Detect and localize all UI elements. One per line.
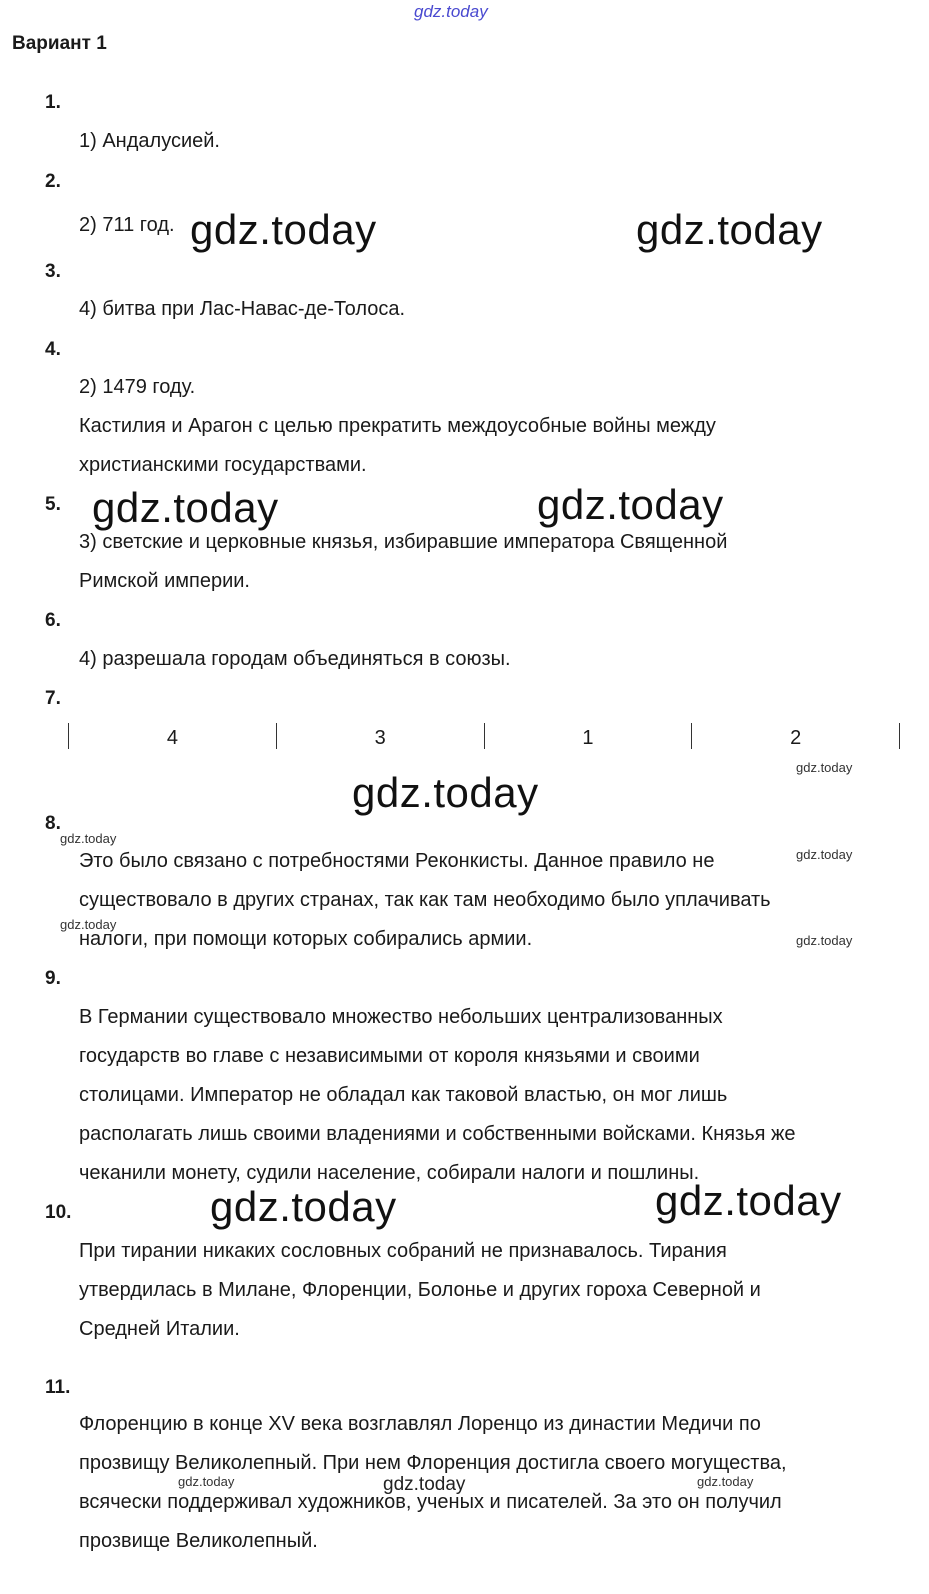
item-number-3: 3. xyxy=(45,261,61,282)
answer-line: 2) 1479 году. xyxy=(79,376,196,398)
watermark: gdz.today xyxy=(190,206,377,253)
item-number-9: 9. xyxy=(45,968,61,989)
watermark-small: gdz.today xyxy=(60,831,117,846)
answer-line: утвердилась в Милане, Флоренции, Болонье и других гороха Северной и xyxy=(79,1279,761,1301)
answer-line: Римской империи. xyxy=(79,570,250,592)
answer-line: В Германии существовало множество небольших централизованных xyxy=(79,1006,723,1028)
item-number-4: 4. xyxy=(45,339,61,360)
answer-line: Средней Италии. xyxy=(79,1318,240,1340)
answer-line: прозвищу Великолепный. При нем Флоренция достигла своего могущества, xyxy=(79,1452,787,1474)
table-cell: 4 xyxy=(68,723,276,749)
answer-line: Флоренцию в конце XV века возглавлял Лоренцо из династии Медичи по xyxy=(79,1413,761,1435)
watermark: gdz.today xyxy=(537,481,724,528)
answer-line: столицами. Император не обладал как таковой властью, он мог лишь xyxy=(79,1084,728,1106)
watermark: gdz.today xyxy=(92,484,279,531)
watermark-small: gdz.today xyxy=(697,1474,754,1489)
item-number-5: 5. xyxy=(45,494,61,515)
item-number-10: 10. xyxy=(45,1202,72,1223)
watermark-small: gdz.today xyxy=(796,847,853,862)
item-number-7: 7. xyxy=(45,688,61,709)
answer-line: налоги, при помощи которых собирались армии. xyxy=(79,928,533,950)
top-watermark: gdz.today xyxy=(414,2,488,21)
answer-line: прозвище Великолепный. xyxy=(79,1530,318,1552)
table-cell: 3 xyxy=(276,723,484,749)
watermark: gdz.today xyxy=(636,206,823,253)
answer-line: государств во главе с независимыми от короля князьями и своими xyxy=(79,1045,700,1067)
answer-line: При тирании никаких сословных собраний не признавалось. Тирания xyxy=(79,1240,727,1262)
watermark-small: gdz.today xyxy=(796,760,853,775)
answer-line: 3) светские и церковные князья, избиравшие императора Священной xyxy=(79,531,728,553)
watermark: gdz.today xyxy=(210,1183,397,1230)
watermark-small: gdz.today xyxy=(178,1474,235,1489)
table-cell: 2 xyxy=(691,723,900,749)
answer-line: Кастилия и Арагон с целью прекратить междоусобные войны между xyxy=(79,415,716,437)
answer-line: всячески поддерживал художников, ученых и писателей. За это он получил xyxy=(79,1491,782,1513)
answer-line: чеканили монету, судили население, собирали налоги и пошлины. xyxy=(79,1162,700,1184)
watermark: gdz.today xyxy=(655,1177,842,1224)
watermark-small: gdz.today xyxy=(796,933,853,948)
watermark-medium: gdz.today xyxy=(383,1474,466,1495)
watermark: gdz.today xyxy=(352,769,539,816)
answer-line: 4) битва при Лас-Навас-де-Толоса. xyxy=(79,298,406,320)
watermark-small: gdz.today xyxy=(60,917,117,932)
answer-line: 2) 711 год. xyxy=(79,214,175,236)
item-number-2: 2. xyxy=(45,171,61,192)
table-cell: 1 xyxy=(484,723,692,749)
answer-line: 4) разрешала городам объединяться в союзы. xyxy=(79,648,511,670)
answer-line: Это было связано с потребностями Реконкисты. Данное правило не xyxy=(79,850,715,872)
answer-table-row xyxy=(68,723,900,749)
page-title: Вариант 1 xyxy=(12,33,107,54)
answer-line: христианскими государствами. xyxy=(79,454,367,476)
item-number-8: 8. xyxy=(45,813,61,834)
answer-line: располагать лишь своими владениями и собственными войсками. Князья же xyxy=(79,1123,796,1145)
answer-line: 1) Андалусией. xyxy=(79,130,220,152)
item-number-6: 6. xyxy=(45,610,61,631)
item-number-1: 1. xyxy=(45,92,61,113)
item-number-11: 11. xyxy=(45,1377,71,1398)
answer-line: существовало в других странах, так как там необходимо было уплачивать xyxy=(79,889,771,911)
